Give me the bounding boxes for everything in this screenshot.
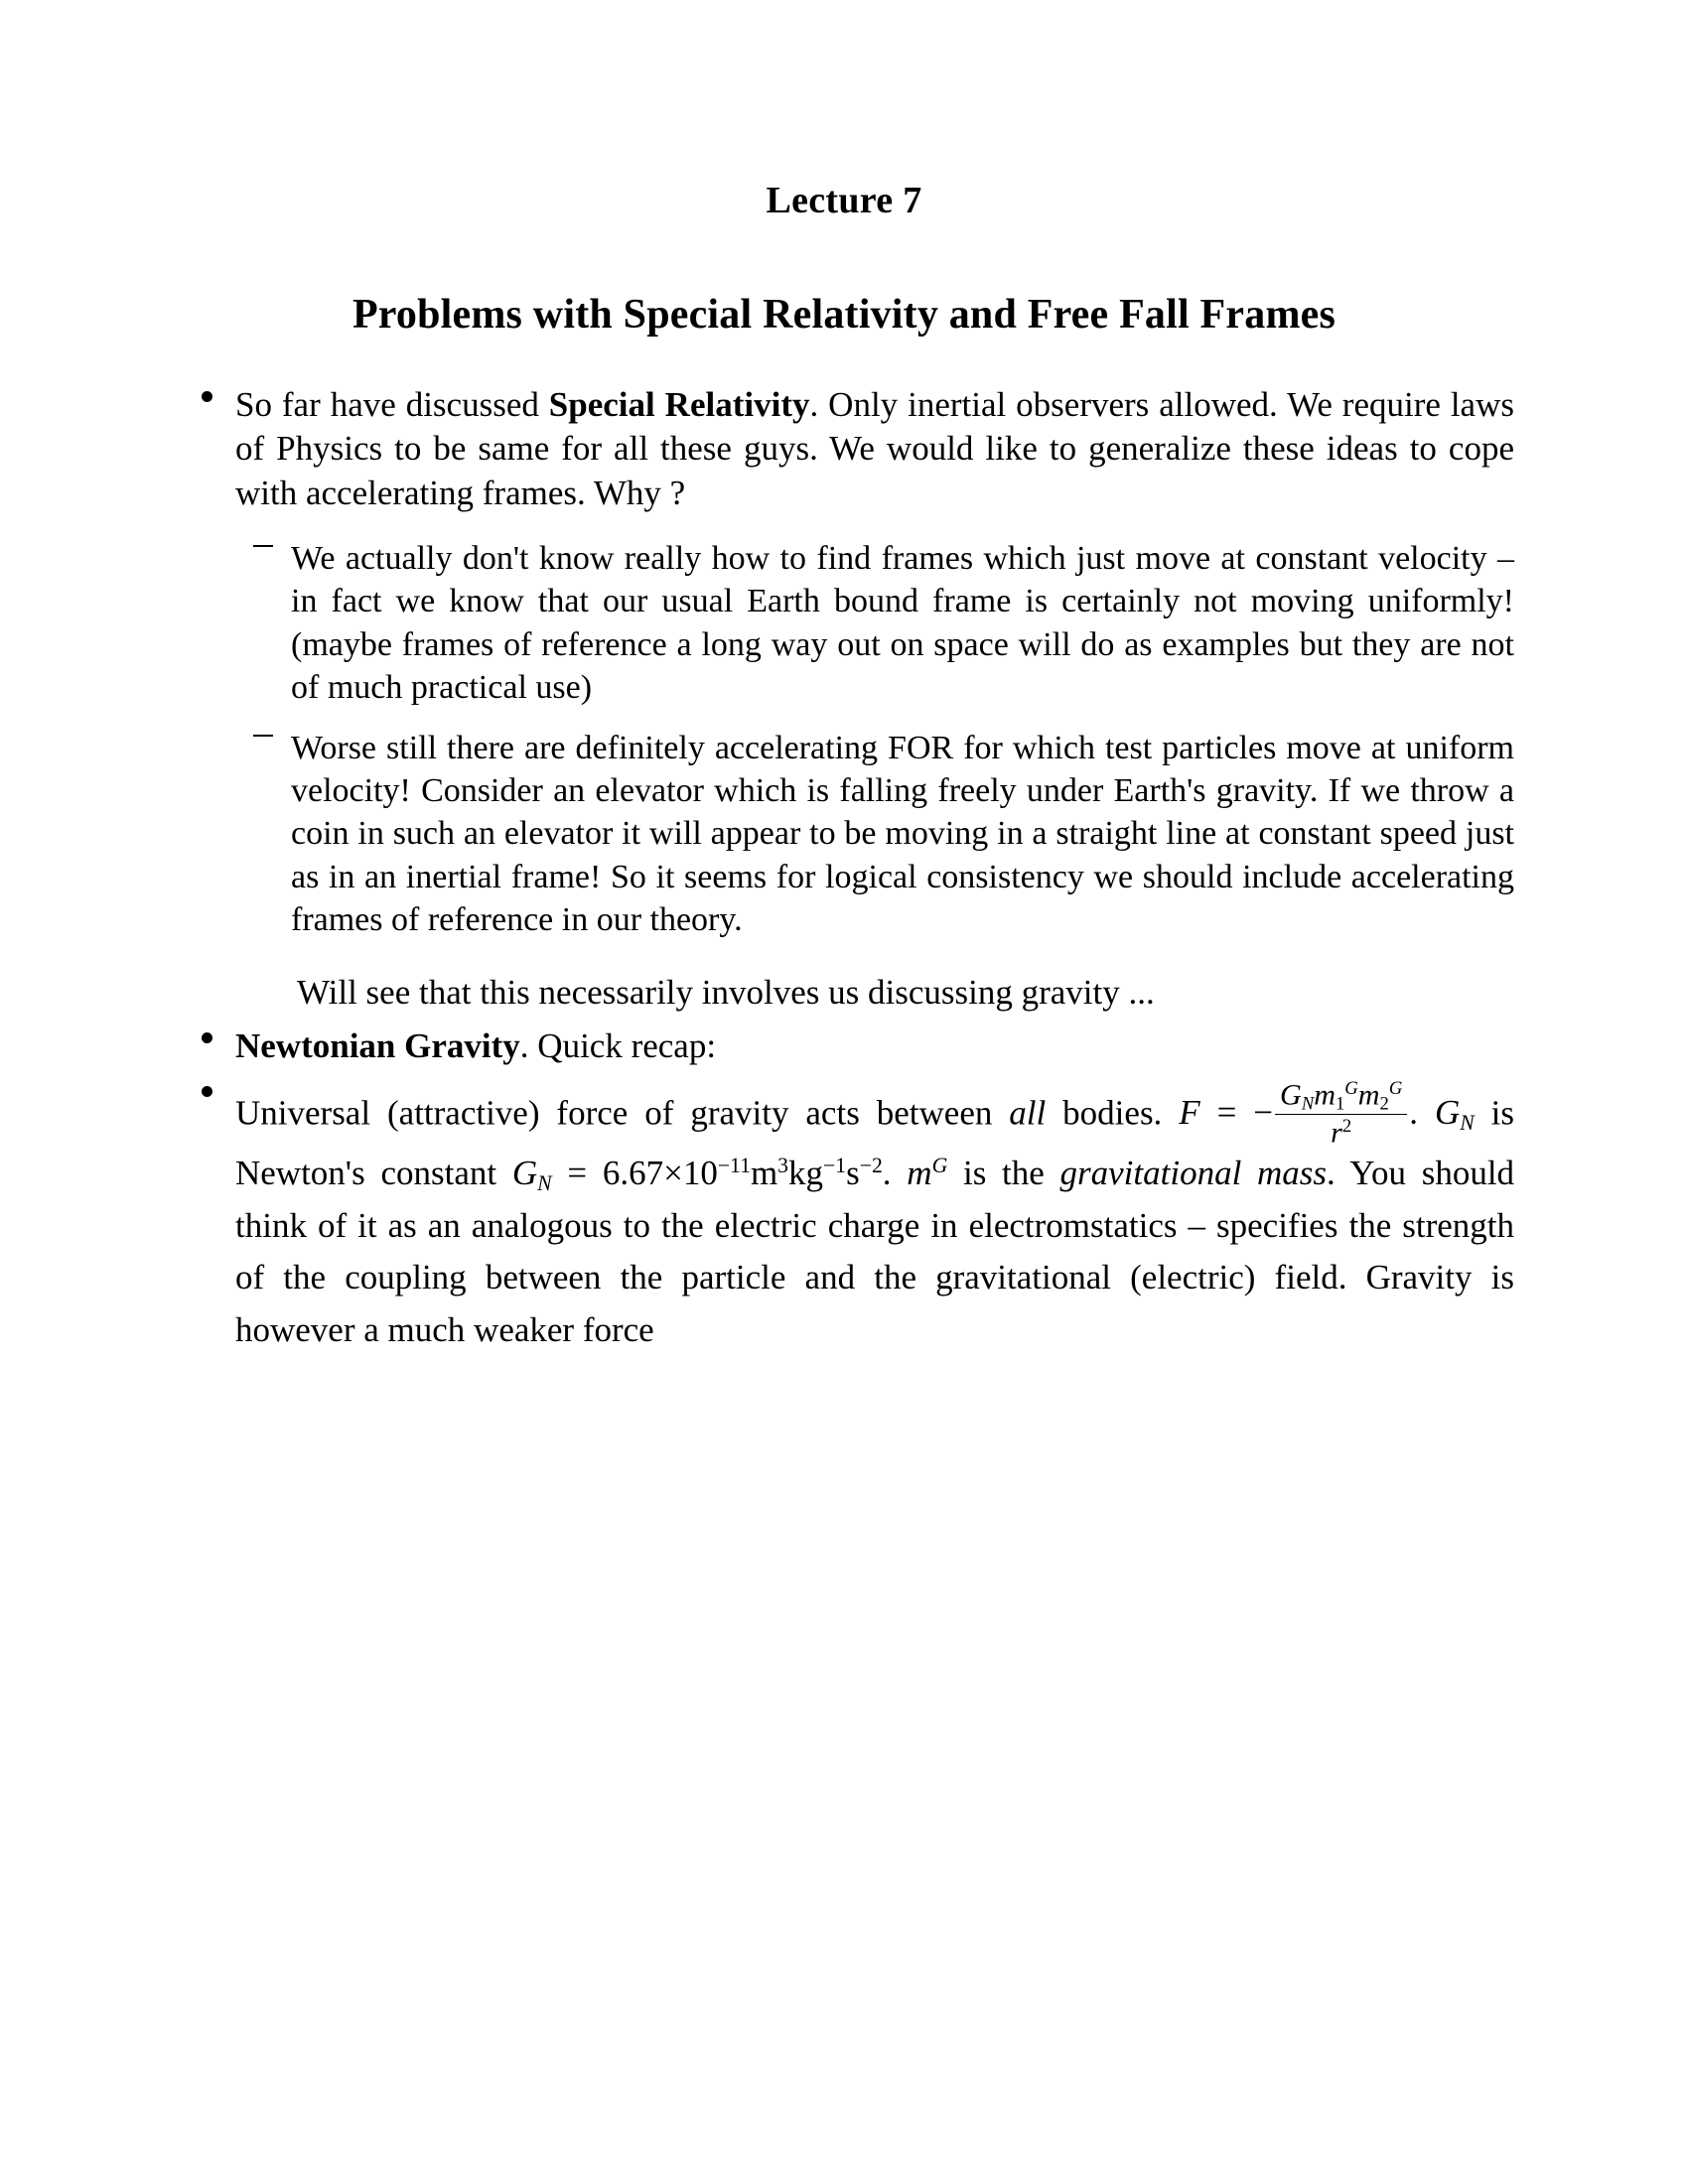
formula-r-superscript: 2: [1341, 1116, 1352, 1138]
bold-newtonian-gravity: Newtonian Gravity: [235, 1026, 520, 1066]
disc-bullet-icon: [202, 1032, 212, 1043]
disc-bullet-icon: [202, 1086, 212, 1097]
text-universal-tail: bodies.: [1046, 1093, 1163, 1133]
disc-bullet-icon: [202, 391, 212, 402]
top-level-list: [174, 383, 1514, 1356]
formula-m1-subscript: 1: [1335, 1093, 1345, 1115]
emph-all: all: [1009, 1093, 1047, 1133]
text-newtons-constant: is Newton's constant: [235, 1093, 1515, 1193]
unit-kilogram-exponent: −1: [823, 1154, 847, 1178]
formula-minus: −: [1253, 1093, 1274, 1133]
constant-exponent: −11: [717, 1154, 751, 1178]
paragraph-universal-force: [235, 1076, 1515, 1357]
formula-m2-superscript: G: [1388, 1077, 1403, 1099]
text-quick-recap: . Quick recap:: [519, 1026, 717, 1066]
text-before-bold: So far have discussed: [235, 384, 549, 424]
formula-m1-superscript: G: [1344, 1077, 1358, 1099]
formula-G-subscript: N: [1301, 1093, 1315, 1115]
paragraph-trailing-gravity: Will see that this necessarily involves us discussing gravity ...: [297, 972, 1155, 1012]
formula-fraction: [1275, 1076, 1407, 1150]
formula-equals: =: [1216, 1093, 1237, 1133]
sub-list-item-frames: [235, 537, 1514, 709]
sub-list-item-elevator: [235, 727, 1514, 941]
dash-bullet-icon: [253, 735, 273, 738]
formula-r: r: [1331, 1115, 1342, 1150]
sub-level-list: [235, 537, 1514, 941]
gravity-force-formula: [1179, 1076, 1419, 1150]
list-item-special-relativity: [174, 383, 1514, 1015]
paragraph-newtonian-gravity: [235, 1024, 1514, 1068]
constant-base: 10: [682, 1154, 718, 1193]
mass-m-superscript: G: [931, 1154, 948, 1178]
paragraph-finding-frames: We actually don't know really how to find frames which just move at constant velocity – in fact we know that our usual Earth bound frame is certainly not moving uniformly! (maybe frames of reference a long way out on space will do as examples but they are not of much practical use): [291, 540, 1514, 706]
page-subtitle: Problems with Special Relativity and Free Fall Frames: [352, 291, 1336, 338]
multiply-icon: ×: [663, 1154, 683, 1193]
text-after-bold: . Only inertial observers allowed. We require laws of Physics to be same for all these guys. We would like to generalize these ideas to cope with accelerating frames. Why ?: [235, 384, 1514, 512]
formula-G: G: [1280, 1076, 1302, 1111]
formula-period: .: [1409, 1093, 1419, 1133]
dash-bullet-icon: [253, 545, 273, 548]
unit-metre: m: [750, 1154, 778, 1193]
formula-m2-subscript: 2: [1379, 1093, 1389, 1115]
formula-denominator: [1275, 1115, 1407, 1148]
list-item-universal-force: [174, 1076, 1515, 1357]
unit-metre-exponent: 3: [777, 1154, 789, 1178]
mass-m: m: [907, 1154, 932, 1193]
bold-special-relativity: Special Relativity: [548, 384, 810, 424]
text-after-mass-2: . You should think of it as an analogous to the electric charge in electromstatics – specifies the strength of the coupling between the particle and the gravitational (electric) field. Gravity is however a much weaker force: [235, 1154, 1515, 1349]
constant-trailing-period: .: [882, 1154, 892, 1193]
text-universal-start: Universal (attractive) force of gravity acts between: [235, 1093, 1010, 1133]
constant-G: G: [1434, 1093, 1461, 1133]
formula-m2: m: [1357, 1076, 1380, 1111]
formula-numerator: [1275, 1076, 1407, 1115]
unit-kilogram: kg: [788, 1154, 824, 1193]
page-title: Lecture 7: [766, 180, 922, 221]
formula-m1: m: [1314, 1076, 1336, 1111]
constant-value-expression: [511, 1154, 883, 1196]
constant-equals: =: [567, 1154, 588, 1193]
gravitational-mass-symbol: [907, 1154, 947, 1192]
constant-symbol-inline: [1434, 1093, 1475, 1136]
paragraph-special-relativity: [235, 383, 1514, 515]
formula-lhs: F: [1179, 1093, 1200, 1133]
unit-second: s: [846, 1154, 860, 1193]
paragraph-free-fall-elevator: Worse still there are definitely accelerating FOR for which test particles move at uniform velocity! Consider an elevator which is falling freely under Earth's gravity. If we throw a coin in such an elevator it will appear to be moving in a straight line at constant speed just as in an inertial frame! So it seems for logical consistency we should include accelerating frames of reference in our theory.: [291, 729, 1514, 938]
constant-numeric-value: 6.67: [602, 1154, 664, 1193]
list-item-newtonian-gravity: [174, 1024, 1514, 1068]
unit-second-exponent: −2: [859, 1154, 883, 1178]
constant-G-subscript: N: [1460, 1111, 1475, 1136]
constant-G-2-subscript: N: [537, 1171, 552, 1196]
emph-gravitational-mass: gravitational mass: [1059, 1154, 1328, 1193]
constant-G-2: G: [511, 1154, 538, 1193]
text-after-mass-1: is the: [962, 1154, 1060, 1193]
